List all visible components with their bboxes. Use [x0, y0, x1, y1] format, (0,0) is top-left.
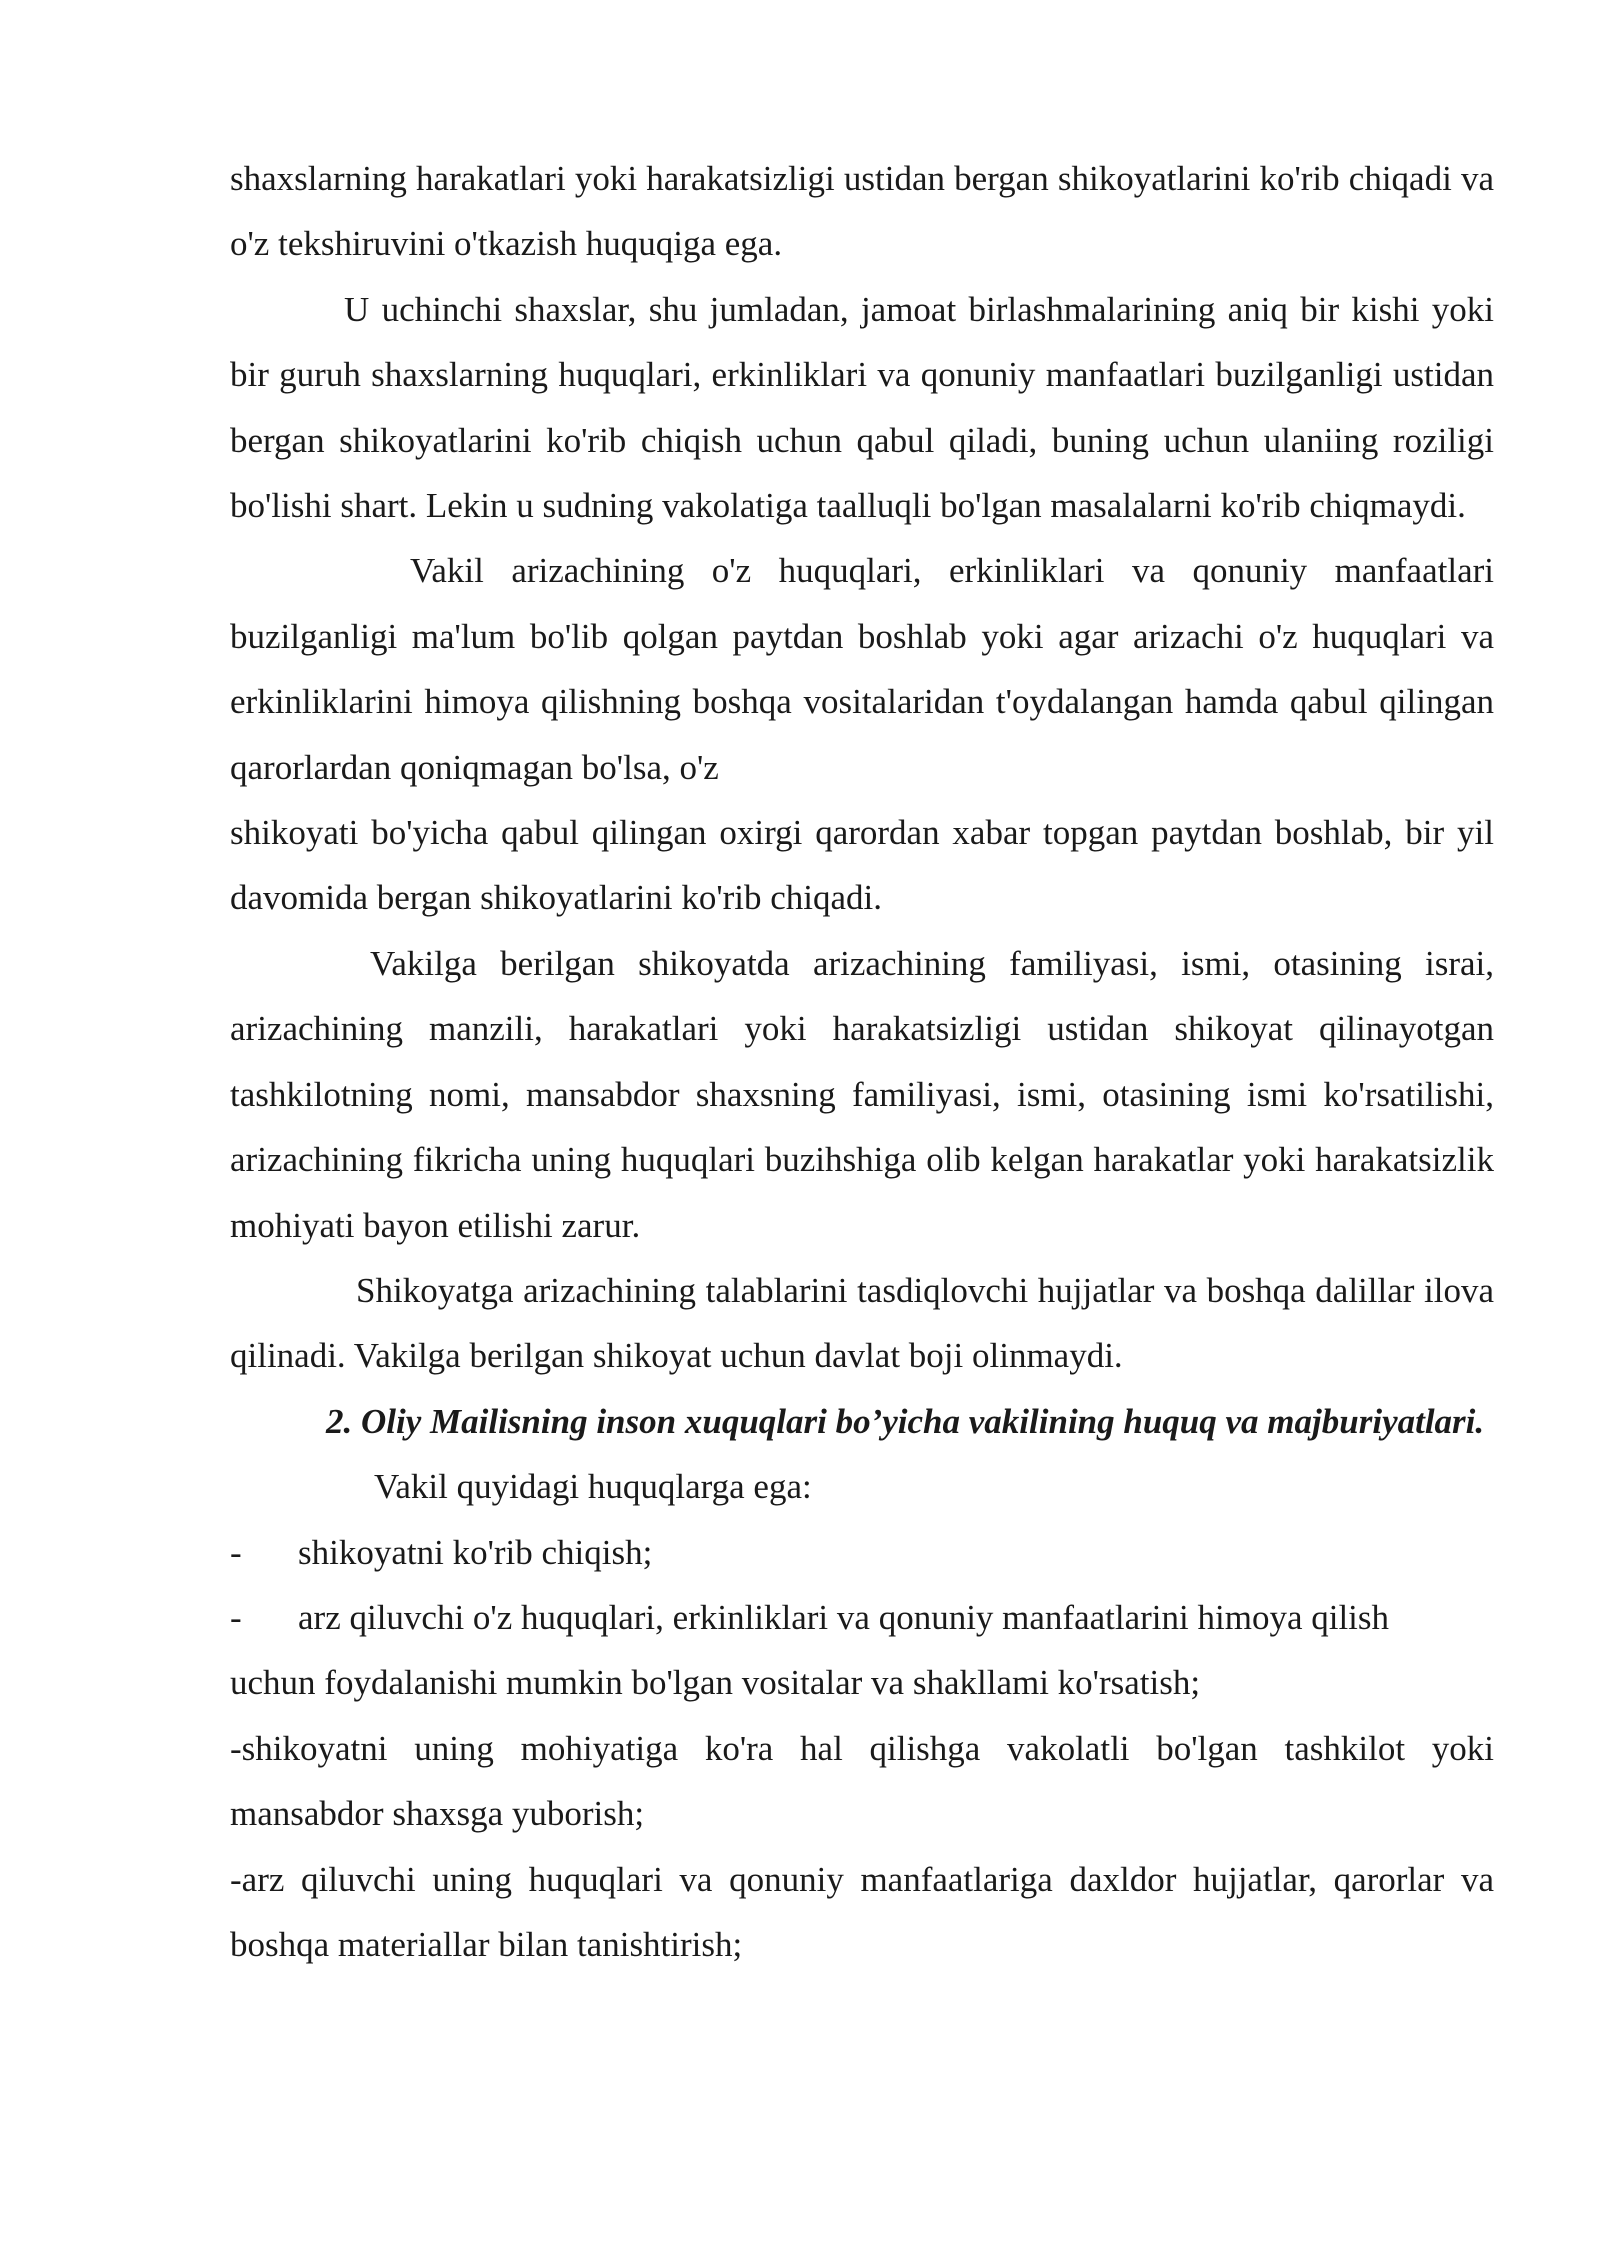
list-marker: -	[230, 1532, 242, 1572]
section-heading: 2. Oliy Mailisning inson xuquqlari bo’yicha vakilining huquq va majburiyatlari.	[326, 1401, 1485, 1441]
paragraph-1: shaxslarning harakatlari yoki harakatsizligi ustidan bergan shikoyatlarini ko'rib chiqadi va o'z tekshiruvini o'tkazish huquqiga ega.	[230, 159, 1494, 264]
paragraph-6: Shikoyatga arizachining talablarini tasdiqlovchi hujjatlar va boshqa dalillar ilova qilinadi. Vakilga berilgan shikoyat uchun davlat boji olinmaydi.	[230, 1270, 1494, 1376]
rights-intro: Vakil quyidagi huquqlarga ega:	[374, 1467, 812, 1507]
paragraph-4: shikoyati bo'yicha qabul qilingan oxirgi qarordan xabar topgan paytdan boshlab, bir yil davomida bergan shikoyatlarini ko'rib chiqadi.	[230, 813, 1494, 918]
list-item: -arz qiluvchi uning huquqlari va qonuniy manfaatlariga daxldor hujjatlar, qarorlar va boshqa materiallar bilan tanishtirish;	[230, 1859, 1494, 1964]
list-item	[230, 1520, 1494, 1585]
list-item-text: arz qiluvchi o'z huquqlari, erkinliklari va qonuniy manfaatlarini himoya qilish	[298, 1597, 1390, 1637]
paragraph-2: U uchinchi shaxslar, shu jumladan, jamoat birlashmalarining aniq bir kishi yoki bir guruh shaxslarning huquqlari, erkinliklari va qonuniy manfaatlari buzilganligi ustidan bergan shikoyatlarini ko'rib chiqish uchun qabul qiladi, buning uchun ulaniing roziligi bo'lishi shart. Lekin u sudning vakolatiga taalluqli bo'lgan masalalarni ko'rib chiqmaydi.	[230, 289, 1494, 526]
list-item-continuation: uchun foydalanishi mumkin bo'lgan vositalar va shakllami ko'rsatish;	[230, 1663, 1201, 1703]
list-item: -shikoyatni uning mohiyatiga ko'ra hal qilishga vakolatli bo'lgan tashkilot yoki mansabdor shaxsga yuborish;	[230, 1728, 1494, 1834]
document-page	[230, 146, 1494, 1977]
list-item	[230, 1585, 1494, 1650]
paragraph-5: Vakilga berilgan shikoyatda arizachining familiyasi, ismi, otasining israi, arizachining manzili, harakatlari yoki harakatsizligi ustidan shikoyat qilinayotgan tashkilotning nomi, mansabdor shaxsning familiyasi, ismi, otasining ismi ko'rsatilishi, arizachining fikricha uning huquqlari buzihshiga olib kelgan harakatlar yoki harakatsizlik mohiyati bayon etilishi zarur.	[230, 943, 1494, 1245]
paragraph-3: Vakil arizachining o'z huquqlari, erkinliklari va qonuniy manfaatlari buzilganligi ma'lum bo'lib qolgan paytdan boshlab yoki agar arizachi o'z huquqlari va erkinliklarini himoya qilishning boshqa vositalaridan t'oydalangan hamda qabul qilingan qarorlardan qoniqmagan bo'lsa, o'z	[230, 551, 1494, 787]
list-marker: -	[230, 1597, 242, 1637]
list-item-text: shikoyatni ko'rib chiqish;	[298, 1532, 653, 1572]
